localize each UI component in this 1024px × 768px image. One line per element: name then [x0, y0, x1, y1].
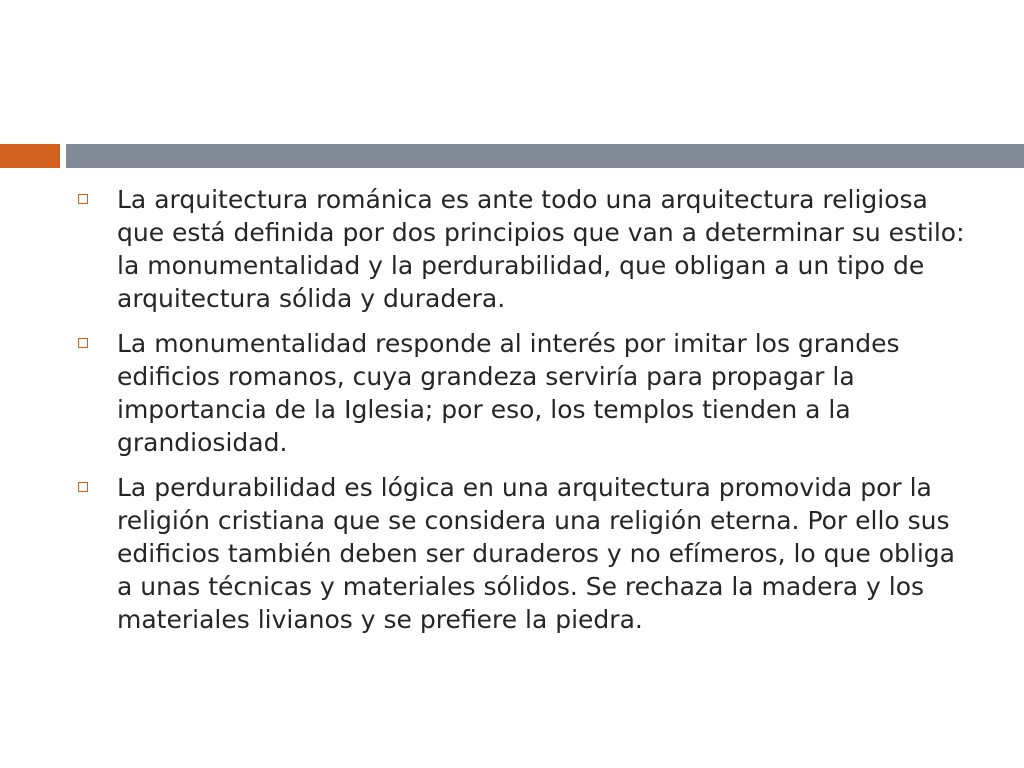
bullet-text: La perdurabilidad es lógica en una arquitectura promovida por la religión cristiana que se considera una religión eterna. Por ello sus edificios también deben ser duraderos y no efímeros, lo que obliga a unas técnicas y materiales sólidos. Se rechaza la madera y los materiales livianos y se prefiere la piedra.: [117, 473, 955, 634]
bullet-item: [78, 183, 978, 315]
bullet-list: [78, 183, 978, 648]
hollow-square-bullet-icon: [78, 194, 88, 204]
hollow-square-bullet-icon: [78, 338, 88, 348]
header-accent-bar: [0, 144, 60, 168]
bullet-item: [78, 471, 978, 636]
bullet-text: La arquitectura románica es ante todo una arquitectura religiosa que está definida por dos principios que van a determinar su estilo: la monumentalidad y la perdurabilidad, que obligan a un tipo de arquitectura sólida y duradera.: [117, 185, 965, 313]
bullet-item: [78, 327, 978, 459]
hollow-square-bullet-icon: [78, 482, 88, 492]
bullet-text: La monumentalidad responde al interés por imitar los grandes edificios romanos, cuya grandeza serviría para propagar la importancia de la Iglesia; por eso, los templos tienden a la grandiosidad.: [117, 329, 900, 457]
header-bar: [66, 144, 1024, 168]
